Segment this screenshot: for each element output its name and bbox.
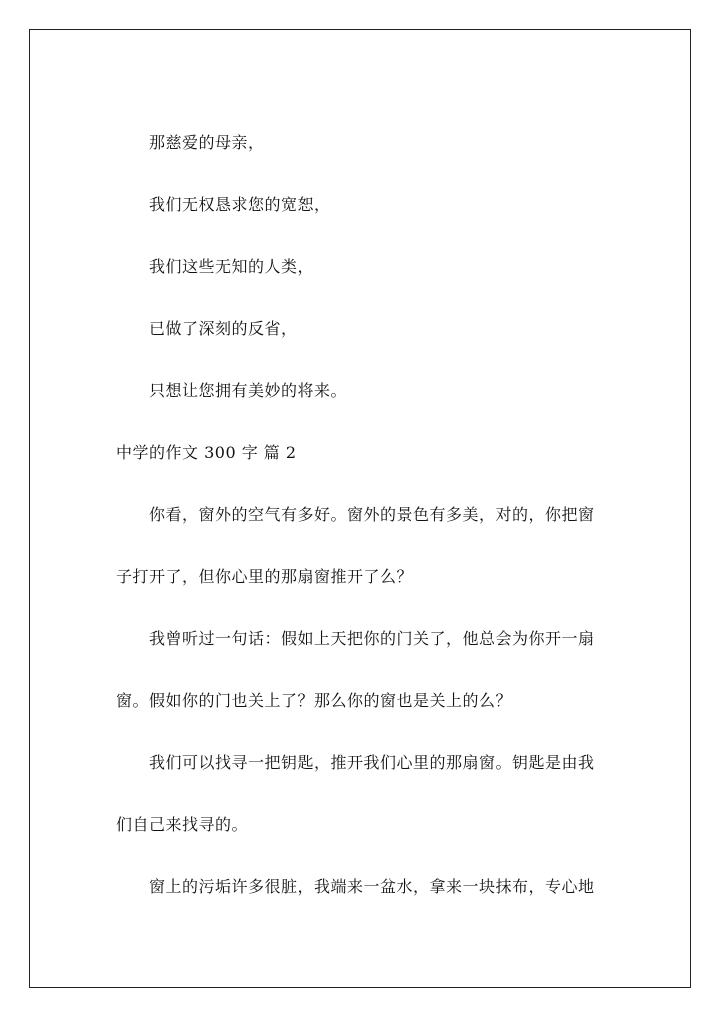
paragraph-line: 你看，窗外的空气有多好。窗外的景色有多美，对的，你把窗 xyxy=(149,505,595,524)
poem-line: 已做了深刻的反省， xyxy=(149,319,298,338)
paragraph-line: 们自己来找寻的。 xyxy=(116,815,249,834)
paragraph-line: 子打开了，但你心里的那扇窗推开了么？ xyxy=(116,567,414,586)
poem-line: 我们无权恳求您的宽恕， xyxy=(149,195,331,214)
paragraph-line: 窗上的污垢许多很脏，我端来一盆水，拿来一块抹布，专心地 xyxy=(149,877,595,896)
section-heading: 中学的作文 300 字 篇 2 xyxy=(116,443,297,462)
paragraph-line: 我们可以找寻一把钥匙，推开我们心里的那扇窗。钥匙是由我 xyxy=(149,753,595,772)
poem-line: 那慈爱的母亲， xyxy=(149,133,265,152)
poem-line: 只想让您拥有美妙的将来。 xyxy=(149,381,348,400)
poem-line: 我们这些无知的人类， xyxy=(149,257,315,276)
paragraph-line: 我曾听过一句话：假如上天把你的门关了，他总会为你开一扇 xyxy=(149,629,595,648)
paragraph-line: 窗。假如你的门也关上了？那么你的窗也是关上的么？ xyxy=(116,691,513,710)
